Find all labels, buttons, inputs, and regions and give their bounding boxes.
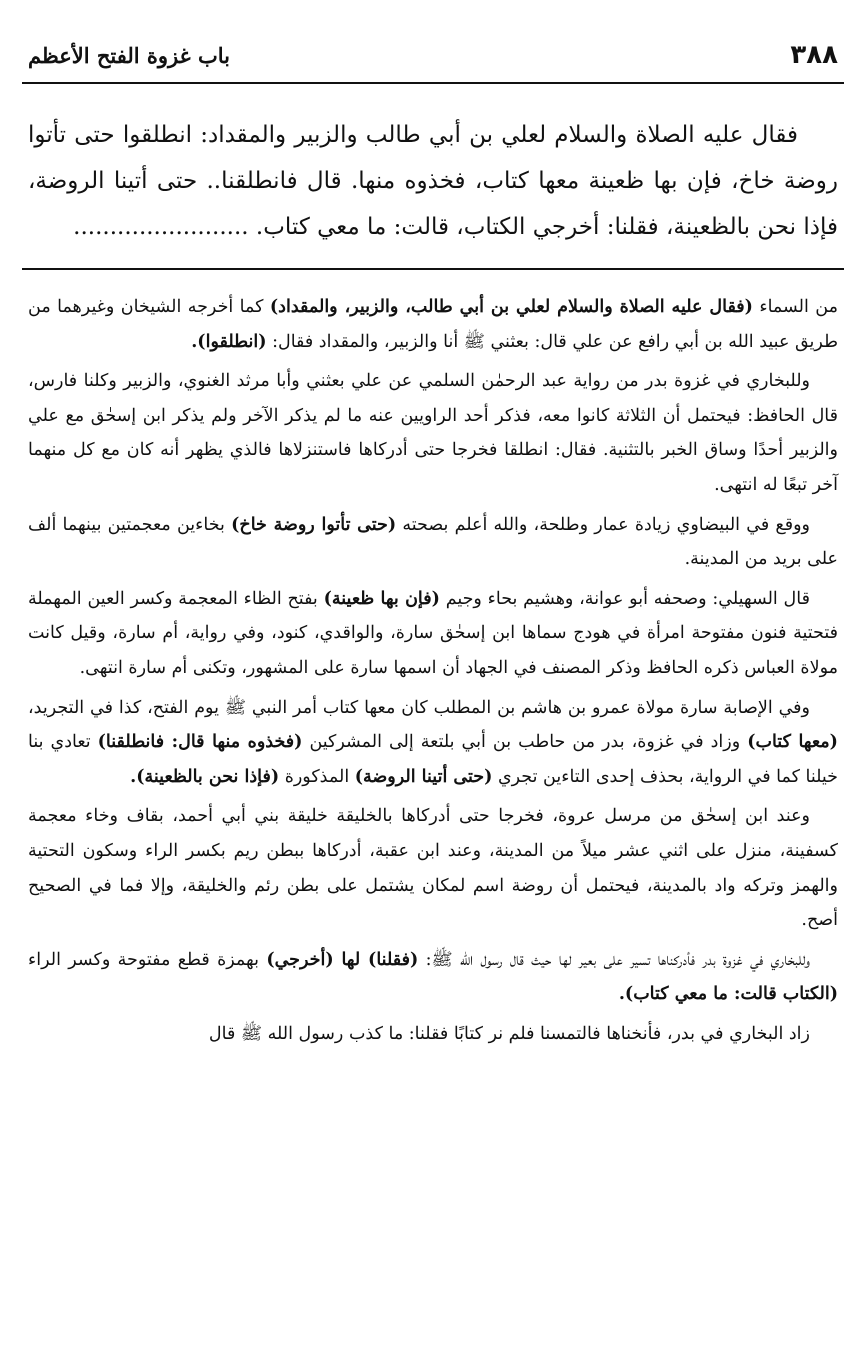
quoted-matn: (فقلنا) لها (أخرجي) [266,949,419,970]
main-text-body: فقال عليه الصلاة والسلام لعلي بن أبي طالب والزبير والمقداد: انطلقوا حتى تأتوا روضة خاخ، فإن بها ظعينة معها كتاب، فخذوه منها. قال فانطلقنا.. حتى أتينا الروضة، فإذا نحن بالظعينة، فقلنا: أخرجي الكتاب، قالت: ما معي كتاب. [28,122,838,240]
page-header [22,40,844,84]
book-page [22,40,844,1350]
commentary-text: ووقع في البيضاوي زيادة عمار وطلحة، والله أعلم بصحته [402,514,810,535]
commentary-paragraph-3 [28,508,838,577]
commentary-text: من السماء [759,297,838,317]
commentary-text: بهمزة قطع مفتوحة وكسر الراء [28,949,259,970]
commentary-paragraph-2 [28,364,838,502]
quoted-matn: (حتى تأتوا روضة خاخ) [231,514,397,535]
quoted-matn: (الكتاب قالت: ما معي كتاب). [618,984,838,1005]
commentary-paragraph-1 [28,290,838,359]
quoted-matn: (فإذا نحن بالظعينة). [130,766,280,787]
commentary-text: المذكورة [284,766,350,787]
quoted-matn: (فخذوه منها قال: فانطلقنا) [97,732,303,753]
commentary-text: وللبخاري في غزوة بدر فأدركناها تسير على بعير لها حيث قال رسول الله ﷺ: [425,949,810,970]
commentary-text: بفتح الظاء المعجمة وكسر العين المهملة فتحتية فنون مفتوحة امرأة في هودج سماها ابن إسحٰق سارة، والواقدي، كنود، وفي رواية، أم سارة، وقيل كانت مولاة العباس ذكره الحافظ وذكر المصنف في الجهاد أن اسمها سارة على المشهور، وتكنى أم سارة انتهى. [28,588,838,678]
commentary-text: قال السهيلي: وصحفه أبو عوانة، وهشيم بحاء وجيم [445,588,810,609]
separator-line [22,268,844,270]
commentary-text: بخاءين معجمتين بينهما ألف على بريد من المدينة. [28,514,838,570]
commentary-text: تعادي بنا خيلنا كما في الرواية، بحذف إحدى التاءين تجري [28,732,838,787]
commentary-text: وفي الإصابة سارة مولاة عمرو بن هاشم بن المطلب كان معها كتاب أمر النبي ﷺ يوم الفتح، كذا في التجريد، [28,697,810,718]
commentary-paragraph-4 [28,582,838,686]
quoted-matn: (انطلقوا). [191,331,267,352]
commentary-paragraph-6 [28,799,838,937]
quoted-matn: (معها كتاب) [747,732,838,753]
quoted-matn: (فإن بها ظعينة) [323,588,440,609]
page-number: ٣٨٨ [790,40,838,70]
commentary-paragraph-7 [28,943,838,1012]
quoted-matn: (حتى أتينا الروضة) [354,766,493,787]
ellipsis-dots: ........................ [73,214,249,240]
commentary-text: وزاد في غزوة، بدر من حاطب بن أبي بلتعة إلى المشركين [309,732,741,753]
commentary [22,290,844,1051]
commentary-paragraph-8 [28,1017,838,1052]
main-text-paragraph [28,112,838,250]
commentary-paragraph-5 [28,691,838,795]
commentary-text: كما أخرجه الشيخان وغيرهما من طريق عبيد الله بن أبي رافع عن علي قال: بعثني ﷺ أنا والزبير، والمقداد فقال: [28,297,838,352]
commentary-text: وللبخاري في غزوة بدر من رواية عبد الرحمٰن السلمي عن علي بعثني وأبا مرثد الغنوي، والزبير وكلنا فارس، قال الحافظ: فيحتمل أن الثلاثة كانوا معه، فذكر أحد الراويين عنه ما لم يذكر الآخر ولم يذكر ابن إسحٰق مع علي والزبير أحدًا وساق الخبر بالتثنية. فقال: انطلقا فخرجا حتى أدركاها فاستنزلاها فالذي يظهر أنه كان مع كل منهما آخر تبعًا له انتهى. [28,371,838,495]
commentary-text: وعند ابن إسحٰق من مرسل عروة، فخرجا حتى أدركاها بالخليقة خليقة بني أبي أحمد، بقاف وخاء معجمة كسفينة، منزل على اثني عشر ميلاً من المدينة، وعند ابن عقبة، أدركاها ببطن ريم بكسر الراء وسكون التحتية والهمز وتركه واد بالمدينة، فيحتمل أن روضة اسم لمكان يشتمل على بطن رئم والخليقة، وإلا فما في الصحيح أصح. [28,806,838,931]
commentary-text: زاد البخاري في بدر، فأنخناها فالتمسنا فلم نر كتابًا فقلنا: ما كذب رسول الله ﷺ قال [208,1023,810,1044]
main-text [22,112,844,250]
quoted-matn: (فقال عليه الصلاة والسلام لعلي بن أبي طالب، والزبير، والمقداد) [269,297,753,317]
running-title: باب غزوة الفتح الأعظم [28,43,230,68]
